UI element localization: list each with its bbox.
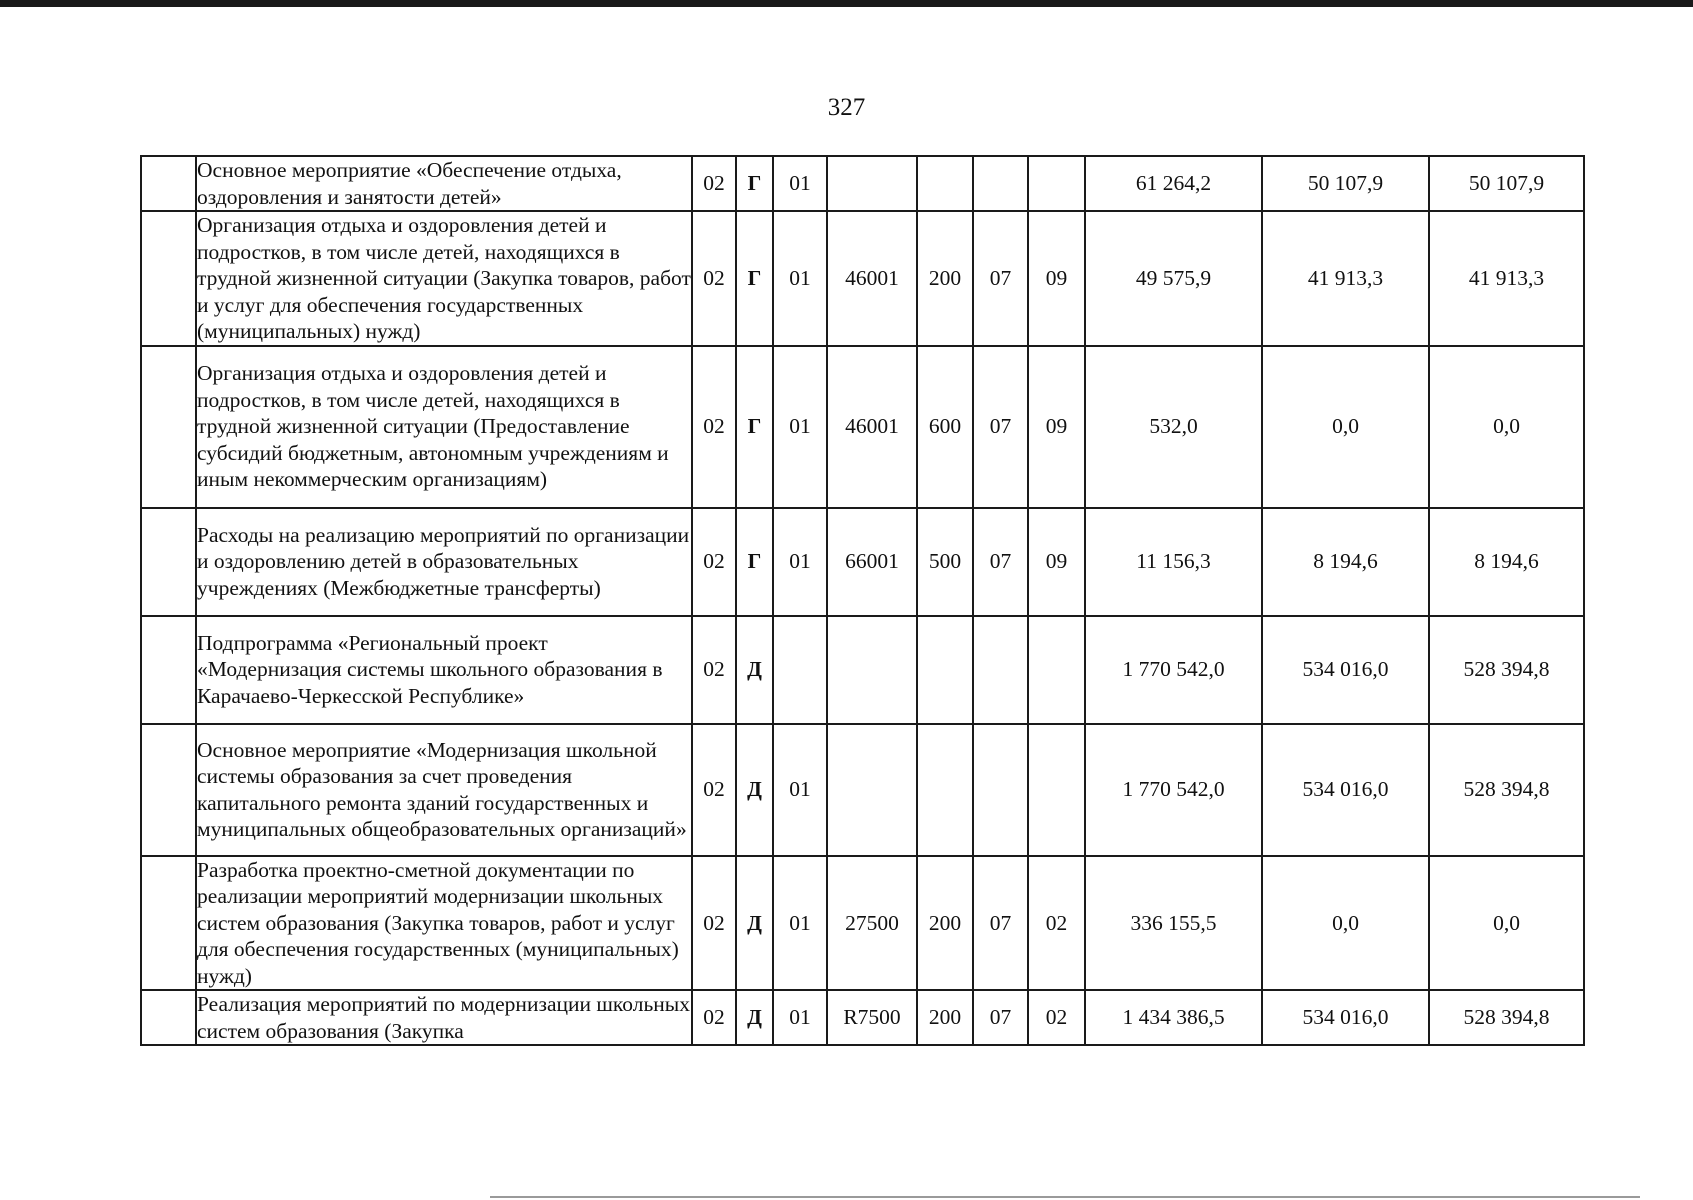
- expense-type-code: [917, 724, 973, 856]
- row-number-cell: [141, 856, 196, 991]
- row-number-cell: [141, 724, 196, 856]
- amount-year-3: 41 913,3: [1429, 211, 1584, 346]
- section-code: [973, 616, 1028, 724]
- table-row: [141, 508, 1584, 616]
- expense-type-code: 600: [917, 346, 973, 508]
- kbk-event-code: 01: [773, 156, 827, 211]
- subsection-code: 09: [1028, 211, 1085, 346]
- row-number-cell: [141, 156, 196, 211]
- table-row: [141, 211, 1584, 346]
- expense-type-code: [917, 156, 973, 211]
- subsection-code: [1028, 724, 1085, 856]
- row-number-cell: [141, 990, 196, 1045]
- subsection-code: 09: [1028, 346, 1085, 508]
- row-number-cell: [141, 211, 196, 346]
- row-number-cell: [141, 508, 196, 616]
- amount-year-3: 8 194,6: [1429, 508, 1584, 616]
- kbk-subprogram-letter: Д: [736, 990, 773, 1045]
- kbk-direction-code: 46001: [827, 346, 917, 508]
- amount-year-3: 528 394,8: [1429, 616, 1584, 724]
- amount-year-1: 1 770 542,0: [1085, 724, 1262, 856]
- amount-year-2: 534 016,0: [1262, 990, 1429, 1045]
- amount-year-1: 49 575,9: [1085, 211, 1262, 346]
- amount-year-2: 0,0: [1262, 346, 1429, 508]
- amount-year-1: 1 434 386,5: [1085, 990, 1262, 1045]
- kbk-event-code: 01: [773, 856, 827, 991]
- kbk-subprogram-letter: Д: [736, 856, 773, 991]
- kbk-program-code: 02: [692, 508, 736, 616]
- kbk-program-code: 02: [692, 346, 736, 508]
- kbk-subprogram-letter: Д: [736, 724, 773, 856]
- row-number-cell: [141, 616, 196, 724]
- section-code: 07: [973, 856, 1028, 991]
- amount-year-2: 534 016,0: [1262, 724, 1429, 856]
- table-row: [141, 616, 1584, 724]
- kbk-direction-code: R7500: [827, 990, 917, 1045]
- kbk-direction-code: [827, 616, 917, 724]
- item-name-cell: Основное мероприятие «Модернизация школьной системы образования за счет проведения капитального ремонта зданий государственных и муниципальных общеобразовательных организаций»: [196, 724, 692, 856]
- kbk-program-code: 02: [692, 724, 736, 856]
- item-name-cell: Расходы на реализацию мероприятий по организации и оздоровлению детей в образовательных учреждениях (Межбюджетные трансферты): [196, 508, 692, 616]
- kbk-program-code: 02: [692, 990, 736, 1045]
- amount-year-2: 534 016,0: [1262, 616, 1429, 724]
- kbk-event-code: [773, 616, 827, 724]
- subsection-code: [1028, 156, 1085, 211]
- item-name-cell: Основное мероприятие «Обеспечение отдыха, оздоровления и занятости детей»: [196, 156, 692, 211]
- kbk-direction-code: 27500: [827, 856, 917, 991]
- amount-year-1: 11 156,3: [1085, 508, 1262, 616]
- subsection-code: [1028, 616, 1085, 724]
- item-name-cell: Организация отдыха и оздоровления детей и подростков, в том числе детей, находящихся в трудной жизненной ситуации (Предоставление субсидий бюджетным, автономным учреждениям и иным некоммерческим организациям): [196, 346, 692, 508]
- kbk-program-code: 02: [692, 616, 736, 724]
- kbk-program-code: 02: [692, 156, 736, 211]
- page-number: 327: [827, 94, 866, 121]
- item-name-cell: Подпрограмма «Региональный проект «Модернизация системы школьного образования в Карачаево-Черкесской Республике»: [196, 616, 692, 724]
- amount-year-2: 41 913,3: [1262, 211, 1429, 346]
- kbk-program-code: 02: [692, 211, 736, 346]
- amount-year-1: 336 155,5: [1085, 856, 1262, 991]
- amount-year-3: 528 394,8: [1429, 990, 1584, 1045]
- subsection-code: 02: [1028, 990, 1085, 1045]
- row-number-cell: [141, 346, 196, 508]
- kbk-direction-code: [827, 156, 917, 211]
- section-code: 07: [973, 508, 1028, 616]
- expense-type-code: 200: [917, 990, 973, 1045]
- kbk-subprogram-letter: Д: [736, 616, 773, 724]
- section-code: 07: [973, 990, 1028, 1045]
- amount-year-2: 0,0: [1262, 856, 1429, 991]
- table-row: [141, 856, 1584, 991]
- kbk-direction-code: [827, 724, 917, 856]
- amount-year-3: 528 394,8: [1429, 724, 1584, 856]
- kbk-subprogram-letter: Г: [736, 211, 773, 346]
- amount-year-1: 61 264,2: [1085, 156, 1262, 211]
- kbk-direction-code: 46001: [827, 211, 917, 346]
- kbk-subprogram-letter: Г: [736, 508, 773, 616]
- top-border-rule: [0, 0, 1693, 7]
- section-code: [973, 724, 1028, 856]
- item-name-cell: Разработка проектно-сметной документации по реализации мероприятий модернизации школьных систем образования (Закупка товаров, работ и услуг для обеспечения государственных (муниципальных) нужд): [196, 856, 692, 991]
- amount-year-3: 0,0: [1429, 346, 1584, 508]
- kbk-program-code: 02: [692, 856, 736, 991]
- expense-type-code: 500: [917, 508, 973, 616]
- item-name-cell: Реализация мероприятий по модернизации школьных систем образования (Закупка: [196, 990, 692, 1045]
- kbk-event-code: 01: [773, 724, 827, 856]
- kbk-event-code: 01: [773, 508, 827, 616]
- amount-year-3: 0,0: [1429, 856, 1584, 991]
- budget-table: [140, 155, 1585, 1046]
- subsection-code: 09: [1028, 508, 1085, 616]
- table-row: [141, 990, 1584, 1045]
- table-row: [141, 724, 1584, 856]
- kbk-event-code: 01: [773, 990, 827, 1045]
- kbk-subprogram-letter: Г: [736, 346, 773, 508]
- amount-year-3: 50 107,9: [1429, 156, 1584, 211]
- subsection-code: 02: [1028, 856, 1085, 991]
- amount-year-2: 50 107,9: [1262, 156, 1429, 211]
- section-code: 07: [973, 211, 1028, 346]
- amount-year-2: 8 194,6: [1262, 508, 1429, 616]
- expense-type-code: 200: [917, 211, 973, 346]
- table-row: [141, 156, 1584, 211]
- kbk-subprogram-letter: Г: [736, 156, 773, 211]
- bottom-rule: [490, 1196, 1640, 1198]
- amount-year-1: 532,0: [1085, 346, 1262, 508]
- kbk-direction-code: 66001: [827, 508, 917, 616]
- item-name-cell: Организация отдыха и оздоровления детей и подростков, в том числе детей, находящихся в трудной жизненной ситуации (Закупка товаров, работ и услуг для обеспечения государственных (муниципальных) нужд): [196, 211, 692, 346]
- table-row: [141, 346, 1584, 508]
- kbk-event-code: 01: [773, 211, 827, 346]
- section-code: 07: [973, 346, 1028, 508]
- kbk-event-code: 01: [773, 346, 827, 508]
- amount-year-1: 1 770 542,0: [1085, 616, 1262, 724]
- expense-type-code: [917, 616, 973, 724]
- section-code: [973, 156, 1028, 211]
- budget-table-body: [141, 156, 1584, 1045]
- expense-type-code: 200: [917, 856, 973, 991]
